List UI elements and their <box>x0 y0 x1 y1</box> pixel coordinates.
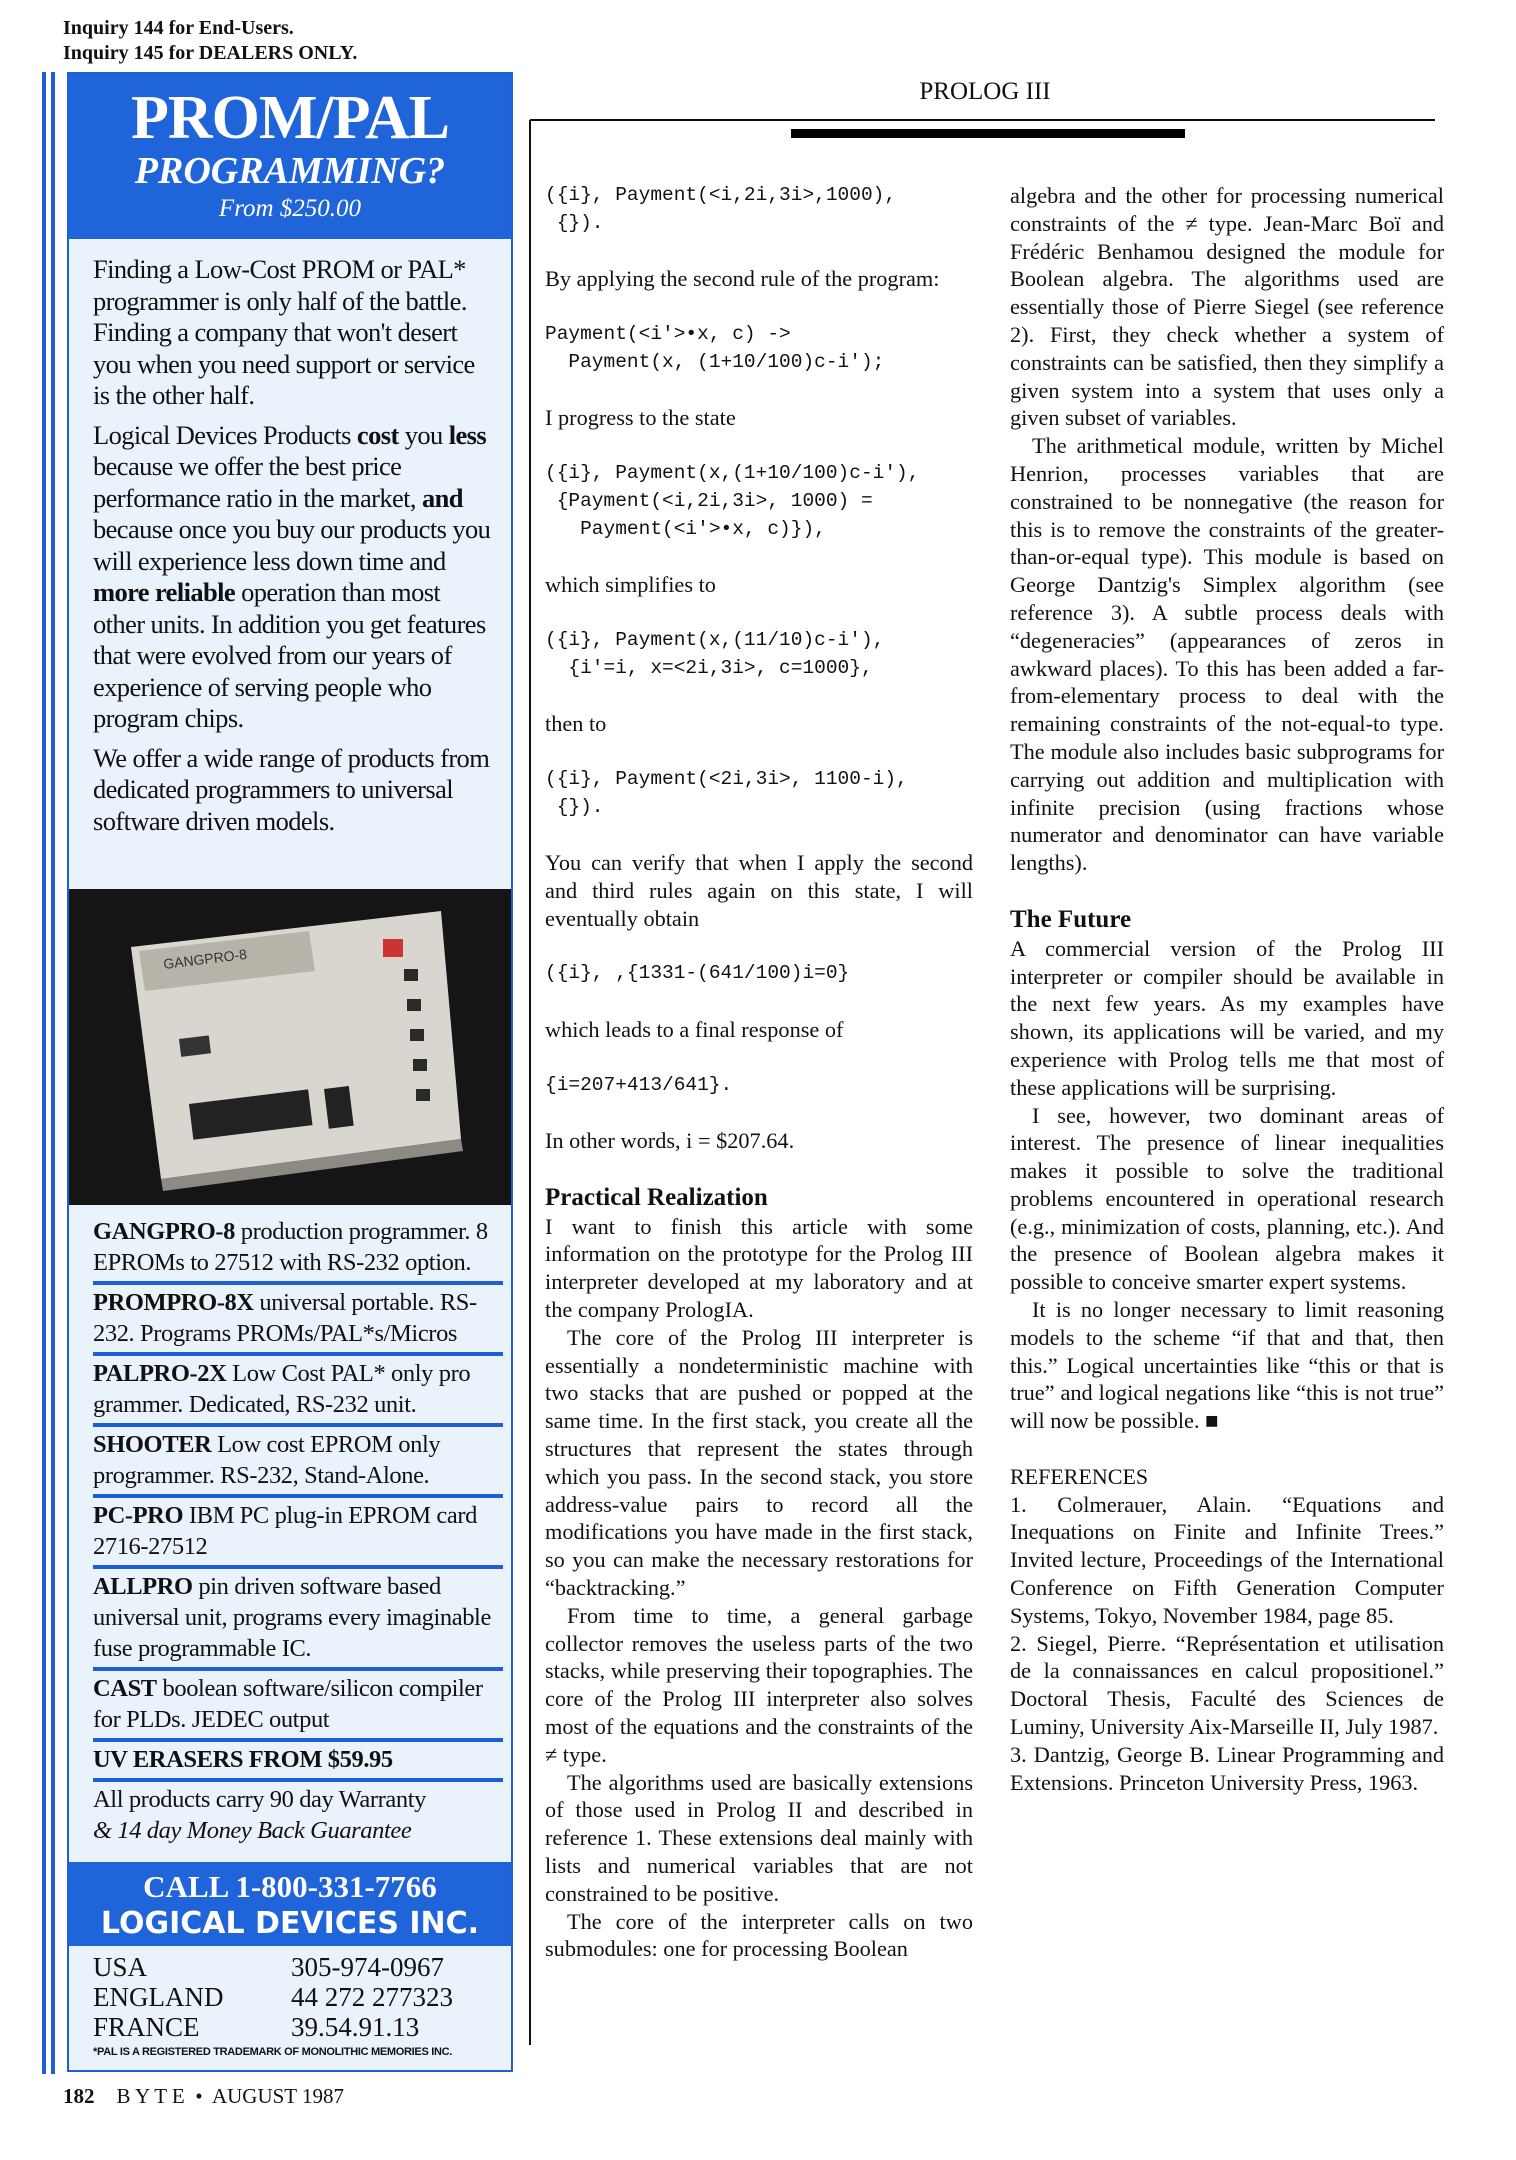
spacer <box>545 432 973 460</box>
reference-item: 1. Colmerauer, Alain. “Equations and Inequations on Finite and Infinite Trees.” Invited lecture, Proceedings of the International Conference on Fifth Generation Computer Systems, Tokyo, November 1984, page 85. <box>1010 1491 1444 1628</box>
code-block: {i=207+413/641}. <box>545 1073 733 1096</box>
spacer <box>545 988 973 1016</box>
paragraph: I see, however, two dominant areas of interest. The presence of linear inequalities makes it possible to solve the traditional problems encountered in operational research (e.g., minimization of costs, planning, etc.). And the presence of Boolean algebra makes it possible to conceive smarter expert systems. <box>1010 1102 1444 1295</box>
paragraph: The algorithms used are basically extensions of those used in Prolog II and described in reference 1. These extensions deal mainly with lists and numerical variables that are not constrained to be positive. <box>545 1769 973 1906</box>
product-description: boolean software/silicon compiler for PLDs. JEDEC output <box>93 1675 483 1733</box>
paragraph: I progress to the state <box>545 405 736 431</box>
paragraph: In other words, i = $207.64. <box>545 1128 795 1154</box>
product-description: IBM PC plug-in EPROM card 2716-27512 <box>93 1502 477 1560</box>
product-photo <box>69 889 511 1205</box>
paragraph: The core of the Prolog III interpreter is essentially a nondeterministic machine with two stacks that are pushed or popped at the same time. In the first stack, you create all the structures that represent the states through which you pass. In the second stack, you store address-value pairs to record all the modifications you have made in the first stack, so you can make the necessary restorations for “backtracking.” <box>545 1324 973 1601</box>
spacer <box>545 1099 973 1127</box>
emphasis-text: less <box>448 419 487 450</box>
text-run: operation than most other units. In addition you get features that were evolved from our years of experience of serving people who program chips. <box>93 577 486 733</box>
product-description: Low cost EPROM only programmer. RS-232, Stand-Alone. <box>93 1431 441 1489</box>
contact-row <box>93 1952 493 1982</box>
contact-row <box>93 2012 493 2042</box>
paragraph: The core of the interpreter calls on two submodules: one for processing Boolean <box>545 1908 973 1962</box>
spacer <box>545 293 973 321</box>
inquiry-end-users: Inquiry 144 for End-Users. <box>63 17 294 39</box>
product-item <box>93 1671 503 1742</box>
country: USA <box>93 1952 148 1982</box>
photo-label: GANGPRO-8 <box>162 945 248 972</box>
country: ENGLAND <box>93 1982 224 2012</box>
product-name: ALLPRO <box>93 1573 193 1600</box>
code-block: ({i}, Payment(x,(11/10)c-i'), {i'=i, x=<2i,3i>, c=1000}, <box>545 628 885 679</box>
ad-paragraph <box>93 420 493 735</box>
inquiry-note <box>63 16 357 66</box>
product-item <box>93 1742 503 1782</box>
spacer <box>545 933 973 961</box>
article-column-1 <box>545 182 973 1963</box>
phone: 44 272 277323 <box>291 1982 453 2012</box>
page-footer <box>63 2084 344 2109</box>
emphasis-text: cost <box>356 419 399 450</box>
product-name: GANGPRO-8 <box>93 1218 236 1245</box>
code-block: ({i}, Payment(<i,2i,3i>,1000), {}). <box>545 184 897 234</box>
paragraph: The arithmetical module, written by Michel Henrion, processes variables that are constrained to be nonnegative (the reason for this is to remove the constraints of the greater-than-or-equal type). This module is based on George Dantzig's Simplex algorithm (see reference 3). A subtle process deals with “degeneracies” (appearances of zeros in awkward places). To this has been added a far-from-elementary process to deal with the remaining constraints of the not-equal-to type. The module also includes basic subprograms for carrying out addition and multiplication with infinite precision (using fractions whose numerator and denominator can have variable lengths). <box>1010 433 1444 876</box>
spacer <box>1010 877 1444 905</box>
references-heading: REFERENCES <box>1010 1463 1149 1489</box>
ad-call-banner <box>69 1862 511 1946</box>
section-heading: The Future <box>1010 905 1132 933</box>
spacer <box>545 1155 973 1183</box>
code-block: ({i}, Payment(<2i,3i>, 1100-i), {}). <box>545 767 908 818</box>
text-run: because once you buy our products you will experience less down time and <box>93 514 491 576</box>
text-run: because we offer the best price performance ratio in the market, <box>93 451 422 513</box>
product-name: UV ERASERS FROM $59.95 <box>93 1746 393 1773</box>
header-bar <box>791 129 1185 138</box>
spacer <box>1010 1435 1444 1463</box>
article-column-2 <box>1010 182 1444 1796</box>
product-item <box>93 1214 503 1285</box>
paragraph: From time to time, a general garbage collector removes the useless parts of the two stacks, while preserving their topographies. The core of the Prolog III interpreter also solves most of the equations and the constraints of the ≠ type. <box>545 1602 973 1767</box>
guarantee-text: & 14 day Money Back Guarantee <box>93 1817 412 1844</box>
product-item <box>93 1356 503 1427</box>
spacer <box>545 1044 973 1072</box>
code-block: Payment(<i'>•x, c) -> Payment(x, (1+10/100)c-i'); <box>545 322 885 373</box>
warranty-text: All products carry 90 day Warranty <box>93 1786 426 1813</box>
product-description: Low Cost PAL* only pro grammer. Dedicated, RS-232 unit. <box>93 1360 471 1418</box>
reference-item: 2. Siegel, Pierre. “Représentation et utilisation de la connaissances en calcul propositionel.” Doctoral Thesis, Faculté des Sciences de Luminy, University Aix-Marseille II, July 1987. <box>1010 1630 1444 1740</box>
emphasis-text: and <box>421 482 463 513</box>
ad-header <box>69 74 511 239</box>
spacer <box>545 821 973 849</box>
paragraph: algebra and the other for processing numerical constraints of the ≠ type. Jean-Marc Boï and Frédéric Benhamou designed the module for Boolean algebra. The algorithms used are essentially those of Pierre Siegel (see reference 2). First, they check whether a system of constraints can be satisfied, then they simplify a given system into a system that uses only a given subset of variables. <box>1010 183 1444 431</box>
product-item <box>93 1498 503 1569</box>
paragraph: which leads to a final response of <box>545 1016 844 1042</box>
text-run: Logical Devices Products <box>93 419 357 450</box>
contact-row <box>93 1982 493 2012</box>
contact-list <box>93 1952 493 2042</box>
code-block: ({i}, ,{1331-(641/100)i=0} <box>545 962 850 985</box>
ad-title: PROM/PAL <box>130 84 449 152</box>
ad-paragraph <box>93 254 493 412</box>
product-name: PROMPRO-8X <box>93 1289 254 1316</box>
spacer <box>545 543 973 571</box>
product-list <box>93 1214 503 1849</box>
ad-paragraph <box>93 743 493 838</box>
country: FRANCE <box>93 2012 200 2042</box>
spacer <box>545 238 973 266</box>
product-description: production programmer. 8 EPROMs to 27512 with RS-232 option. <box>93 1218 488 1276</box>
page-number: 182 <box>63 2084 95 2108</box>
product-item <box>93 1569 503 1671</box>
text-run: Finding a Low-Cost PROM or PAL* programmer is only half of the battle. Finding a company that won't desert you when you need support or service is the other half. <box>93 254 475 410</box>
programmer-device-image <box>69 889 511 1205</box>
phone: 39.54.91.13 <box>291 2012 420 2042</box>
company-name: LOGICAL DEVICES INC. <box>100 1906 480 1941</box>
advertisement <box>67 72 513 2072</box>
spacer <box>545 682 973 710</box>
paragraph: I want to finish this article with some information on the prototype for the Prolog III interpreter developed at my laboratory and at the company PrologIA. <box>545 1213 973 1323</box>
product-description: universal portable. RS-232. Programs PROMs/PAL*s/Micros <box>93 1289 477 1347</box>
spacer <box>545 377 973 405</box>
ad-border-bar <box>42 72 46 2074</box>
spacer <box>545 599 973 627</box>
trademark-note: *PAL IS A REGISTERED TRADEMARK OF MONOLITHIC MEMORIES INC. <box>93 2046 453 2058</box>
paragraph: which simplifies to <box>545 572 716 598</box>
paragraph: then to <box>545 711 607 737</box>
product-name: PALPRO-2X <box>93 1360 227 1387</box>
ad-subtitle: PROGRAMMING? <box>134 150 446 192</box>
running-head: PROLOG III <box>919 78 1051 105</box>
text-run: you <box>398 419 449 450</box>
product-name: PC-PRO <box>93 1502 184 1529</box>
column-divider <box>529 120 531 2045</box>
paragraph: It is no longer necessary to limit reasoning models to the scheme “if that and that, then this.” Logical uncertainties like “this or that is true” and logical negations like “this is not true” will now be possible. ■ <box>1010 1297 1444 1434</box>
reference-item: 3. Dantzig, George B. Linear Programming and Extensions. Princeton University Press, 1963. <box>1010 1741 1444 1795</box>
product-item <box>93 1427 503 1498</box>
phone: 305-974-0967 <box>291 1952 444 1982</box>
product-name: SHOOTER <box>93 1431 212 1458</box>
emphasis-text: more reliable <box>93 577 236 607</box>
ad-border-bar <box>51 72 55 2074</box>
inquiry-dealers: Inquiry 145 for DEALERS ONLY. <box>63 42 358 64</box>
ad-price: From $250.00 <box>218 195 362 222</box>
spacer <box>545 738 973 766</box>
warranty-item <box>93 1782 503 1849</box>
header-rule <box>530 119 1435 121</box>
ad-body <box>93 254 493 845</box>
paragraph: A commercial version of the Prolog III interpreter or compiler should be available in the next few years. As my examples have shown, its applications will be varied, and my experience with Prolog tells me that most of these applications will be surprising. <box>1010 935 1444 1100</box>
code-block: ({i}, Payment(x,(1+10/100)c-i'), {Payment(<i,2i,3i>, 1000) = Payment(<i'>•x, c)}), <box>545 461 920 540</box>
magazine-issue: B Y T E • AUGUST 1987 <box>116 2084 344 2108</box>
text-run: We offer a wide range of products from dedicated programmers to universal software driven models. <box>93 742 490 836</box>
paragraph: You can verify that when I apply the second and third rules again on this state, I will eventually obtain <box>545 850 973 931</box>
product-name: CAST <box>93 1675 157 1702</box>
product-description: pin driven software based universal unit, programs every imaginable fuse programmable IC. <box>93 1573 491 1662</box>
product-item <box>93 1285 503 1356</box>
paragraph: By applying the second rule of the program: <box>545 266 940 292</box>
phone-number: CALL 1-800-331-7766 <box>143 1869 437 1904</box>
section-heading: Practical Realization <box>545 1183 768 1211</box>
